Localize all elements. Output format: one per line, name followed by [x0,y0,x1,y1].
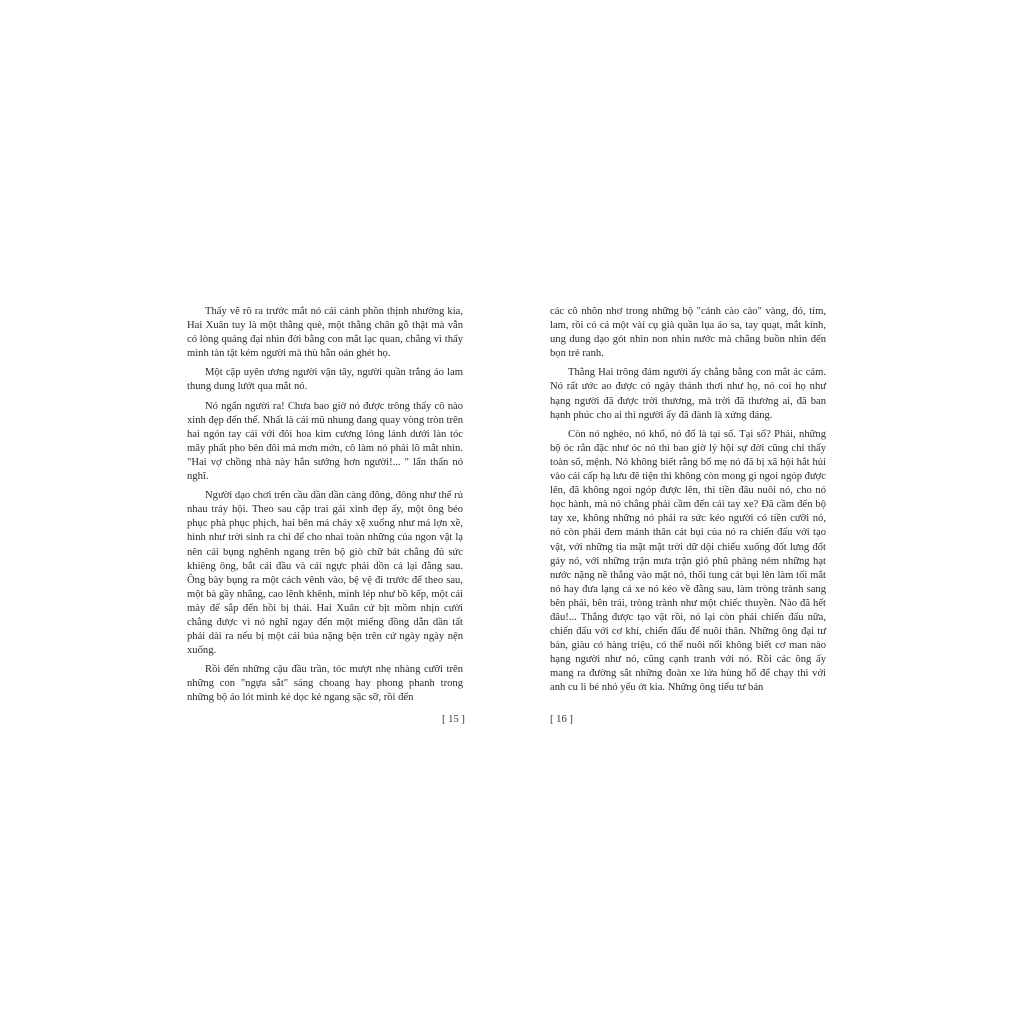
paragraph: Nó ngẩn người ra! Chưa bao giờ nó được trông thấy cô nào xinh đẹp đến thế. Nhất là cái mũ nhung đang quay vòng tròn trên hai ngón tay cái với đôi hoa kim cương lóng lánh dưới làn tóc mây phất pho bên đôi má mơn mởn, cô làm nó phải lõ mắt nhìn. "Hai vợ chồng nhà này hẳn sướng hơn người!... " lẩn thẩn nó nghĩ. [187,400,463,483]
page-number: [ 15 ] [442,714,465,725]
paragraph: Một cặp uyên ương người vận tây, người quần trắng áo lam thung dung lướt qua mắt nó. [187,367,463,393]
right-page [550,305,826,696]
left-page [187,305,463,706]
paragraph: các cô nhõn nhơ trong những bộ "cánh cào cào" vàng, đỏ, tím, lam, rồi có cả một vài cụ già quần lụa áo sa, tay quạt, mắt kính, ung dung dạo gót nhìn non nhìn nước mà chẳng buồn nhìn đến bọn trẻ ranh. [550,306,826,360]
paragraph: Rồi đến những cậu đầu trần, tóc mượt nhẹ nhàng cưỡi trên những con "ngựa sắt" sáng choang hay phong phanh trong những bộ áo lót mình kẻ dọc kẻ ngang sặc sỡ, rồi đến [187,664,463,704]
paragraph: Thằng Hai trông đám người ấy chẳng bằng con mắt ác cảm. Nó rất ước ao được có ngày thảnh thơi như họ, nó coi họ như hạng người đã được trời thương, mà trời đã thương ai, đã ban hạnh phúc cho ai thì người ấy đã đành là xứng đáng. [550,367,826,421]
paragraph: Thấy vẽ rõ ra trước mắt nó cái cảnh phồn thịnh nhường kia, Hai Xuân tuy là một thằng què, một thằng chân gỗ thật mà vẫn có lòng quảng đại nhìn đời bằng con mắt lạc quan, chẳng vì thấy mình tàn tật kém người mà thù hằn oán ghét họ. [187,306,463,360]
paragraph: Người dạo chơi trên cầu dần dần càng đông, đông như thể rủ nhau trảy hội. Theo sau cặp trai gái xinh đẹp ấy, một ông béo phục phà phục phịch, hai bên má chảy xệ xuống như má lợn xề, hình như trời sinh ra chỉ để cho nhai toàn những của ngon vật lạ nên cái bụng nghênh ngang trên bộ giò chữ bát chẳng đủ sức khiêng ông, bắt cái đầu và cái ngực phải dồn cả lại đằng sau. Ông bày bụng ra một cách vênh vào, bệ vệ đi trước để theo sau, một bà gầy nhẳng, cao lênh khênh, mình lép như bồ kếp, một cái mày để sắp đến hồi bị thải. Hai Xuân cứ bịt mồm nhịn cười chẳng được vì nó nghĩ ngay đến một miếng đồng dẫn dần tất phải dài ra nếu bị một cái búa nặng bện trên cứ ngày ngày nện xuống. [187,490,463,657]
paragraph: Còn nó nghèo, nó khổ, nó đổ là tại số. Tại số? Phải, những bộ óc rắn đặc như óc nó thì bao giờ lý hội sự đời cũng chỉ thấy toàn số, mệnh. Nó không biết rằng bố mẹ nó đã bị xã hội hắt hủi vào cái cấp hạ lưu đê tiện thì không còn mong gì ngoi ngóp được lên, đã không ngoi ngóp được lên, thì tiền đâu nuôi nó, cho nó học hành, mà nó chẳng phải cầm đến cái tay xe? Đã cầm đến bộ tay xe, không những nó phải ra sức kéo người có tiền cưỡi nó, nó còn phải đem mảnh thân cát bụi của nó ra chiến đấu với tạo vật, với những tia mặt mặt trời dữ dội chiếu xuống đốt lưng đốt gáy nó, với những trận mưa trận gió phũ phàng ném những hạt nước nặng nề thẳng vào mặt nó, thổi tung cát bụi lên làm tối mắt nó hay đưa lạng cả xe nó kéo về đằng sau, làm tròng trành sang bên phải, bên trái, tròng trành như một chiếc thuyền. Nào đã hết đâu!... Thắng được tạo vật rồi, nó lại còn phải chiến đấu nữa, chiến đấu với cơ khí, chiến đấu để nuôi thân. Những ông đại tư bản, giàu có hàng triệu, có thể nuôi nổi không biết cơ man nào hạng người như nó, cũng cạnh tranh với nó. Rồi các ông ấy mang ra đường sắt những đoàn xe lửa hùng hổ để chạy thi với anh cu li bé nhỏ yếu ớt kia. Những ông tiểu tư bản [550,428,826,694]
page-number: [ 16 ] [550,714,573,725]
